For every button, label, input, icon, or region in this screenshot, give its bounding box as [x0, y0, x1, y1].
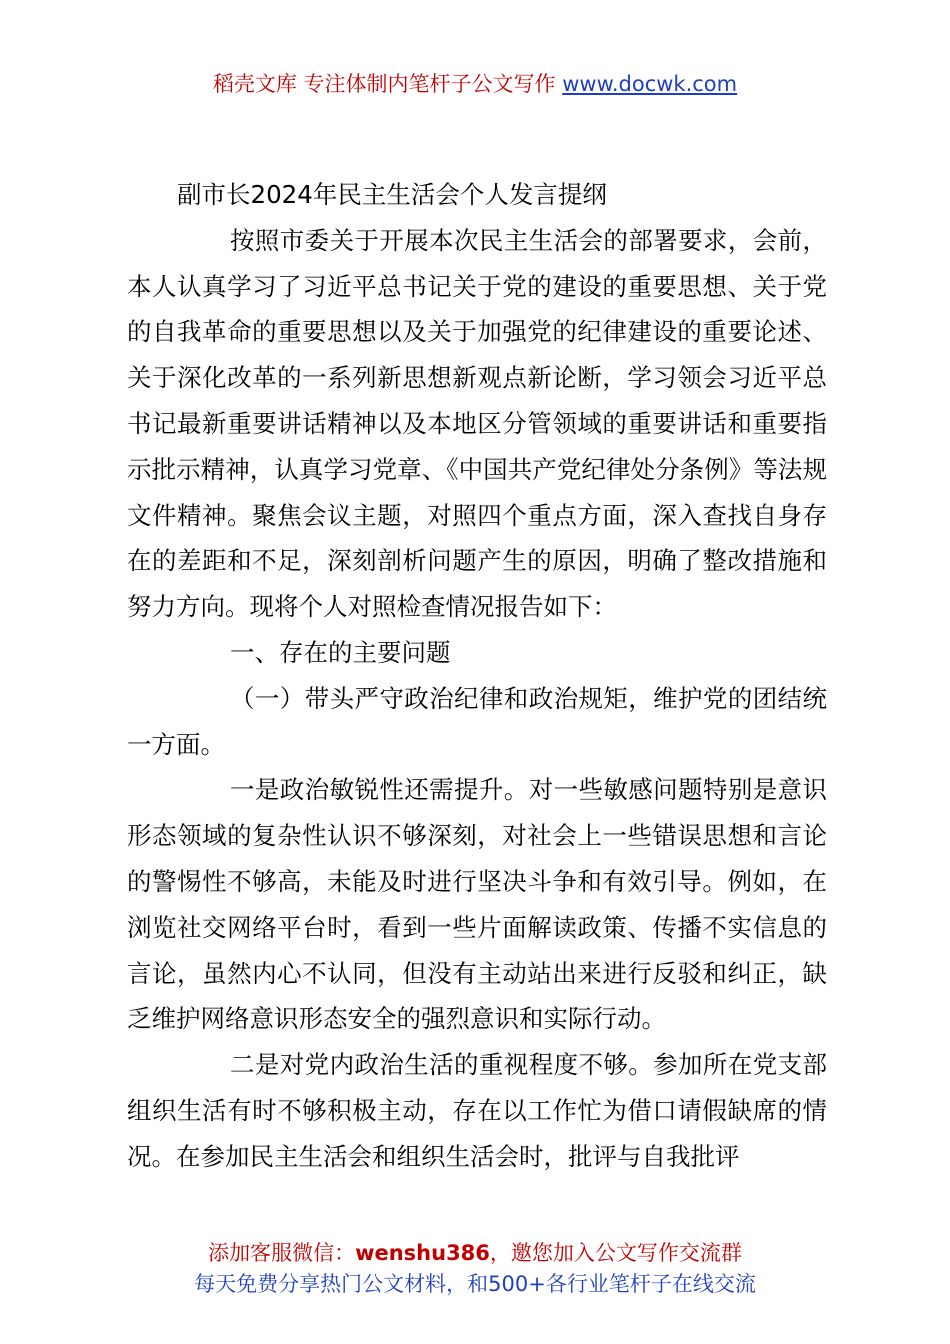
footer-promo-line: 每天免费分享热门公文材料，和500+各行业笔杆子在线交流	[194, 1272, 756, 1296]
document-title: 副市长2024年民主生活会个人发言提纲	[177, 180, 607, 209]
page-header	[0, 66, 950, 102]
issue-paragraph-2: 二是对党内政治生活的重视程度不够。参加所在党支部组织生活有时不够积极主动，存在以工作忙为借口请假缺席的情况。在参加民主生活会和组织生活会时，批评与自我批评	[127, 1050, 827, 1171]
footer-contact-suffix: ，邀您加入公文写作交流群	[489, 1241, 742, 1265]
page-footer	[0, 1238, 950, 1300]
brand-text: 稻壳文库 专注体制内笔杆子公文写作	[212, 72, 556, 96]
issue-paragraph-1: 一是政治敏锐性还需提升。对一些敏感问题特别是意识形态领域的复杂性认识不够深刻，对社会上一些错误思想和言论的警惕性不够高，未能及时进行坚决斗争和有效引导。例如，在浏览社交网络平台时，看到一些片面解读政策、传播不实信息的言论，虽然内心不认同，但没有主动站出来进行反驳和纠正，缺乏维护网络意识形态安全的强烈意识和实际行动。	[127, 775, 827, 1034]
document-body	[127, 172, 827, 1180]
section-heading: 一、存在的主要问题	[230, 637, 451, 667]
footer-contact-prefix: 添加客服微信：	[208, 1241, 356, 1265]
footer-contact-line	[0, 1238, 950, 1269]
site-link[interactable]: www.docwk.com	[562, 72, 738, 96]
subsection-heading: （一）带头严守政治纪律和政治规矩，维护党的团结统一方面。	[127, 683, 827, 759]
intro-paragraph: 按照市委关于开展本次民主生活会的部署要求，会前，本人认真学习了习近平总书记关于党的建设的重要思想、关于党的自我革命的重要思想以及关于加强党的纪律建设的重要论述、关于深化改革的一系列新思想新观点新论断，学习领会习近平总书记最新重要讲话精神以及本地区分管领域的重要讲话和重要指示批示精神，认真学习党章、《中国共产党纪律处分条例》等法规文件精神。聚焦会议主题，对照四个重点方面，深入查找自身存在的差距和不足，深刻剖析问题产生的原因，明确了整改措施和努力方向。现将个人对照检查情况报告如下：	[127, 225, 827, 622]
wechat-id: wenshu386	[355, 1241, 490, 1265]
